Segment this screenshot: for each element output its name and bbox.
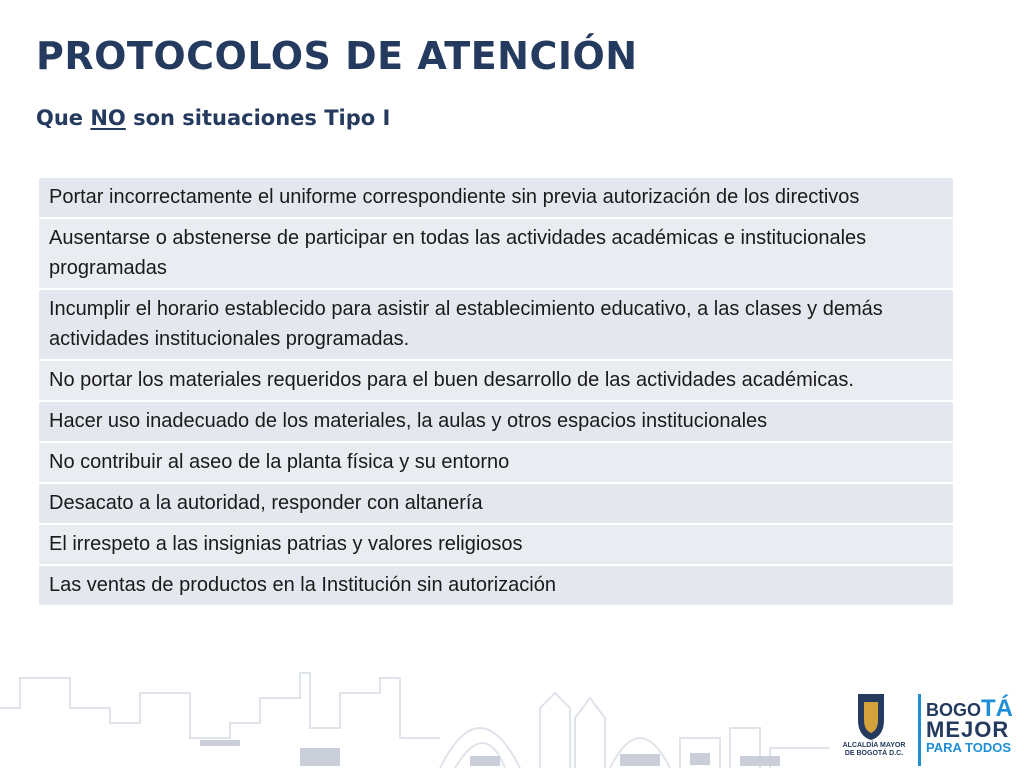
situation-item: Incumplir el horario establecido para asistir al establecimiento educativo, a las clases y demás actividades institucionales programadas. bbox=[38, 289, 954, 360]
table-row bbox=[38, 360, 954, 401]
bogota-mejor-para-todos-logo bbox=[926, 695, 1014, 755]
page-subtitle bbox=[36, 106, 390, 130]
situation-item: Portar incorrectamente el uniforme correspondiente sin previa autorización de los directivos bbox=[38, 177, 954, 218]
situation-item: Ausentarse o abstenerse de participar en todas las actividades académicas e institucionales programadas bbox=[38, 218, 954, 289]
brand-line3: PARA TODOS bbox=[926, 740, 1011, 755]
brand-prefix: BOGO bbox=[926, 700, 982, 720]
page-title: PROTOCOLOS DE ATENCIÓN bbox=[36, 34, 638, 78]
table-row bbox=[38, 565, 954, 606]
situation-item: Desacato a la autoridad, responder con altanería bbox=[38, 483, 954, 524]
table-row bbox=[38, 483, 954, 524]
table-row bbox=[38, 218, 954, 289]
subtitle-prefix: Que bbox=[36, 106, 91, 130]
alcaldia-label bbox=[836, 742, 912, 758]
situation-item: Hacer uso inadecuado de los materiales, la aulas y otros espacios institucionales bbox=[38, 401, 954, 442]
table-row bbox=[38, 401, 954, 442]
city-skyline-illustration bbox=[0, 668, 830, 768]
subtitle-suffix: son situaciones Tipo I bbox=[125, 106, 391, 130]
brand-line2: MEJOR bbox=[926, 717, 1010, 742]
table-row bbox=[38, 289, 954, 360]
alcaldia-line2: DE BOGOTÁ D.C. bbox=[844, 750, 904, 757]
alcaldia-line1: ALCALDÍA MAYOR bbox=[842, 742, 906, 749]
situations-table bbox=[37, 176, 955, 607]
situation-item: No contribuir al aseo de la planta física y su entorno bbox=[38, 442, 954, 483]
brand-suffix: TÁ bbox=[981, 695, 1014, 722]
table-row bbox=[38, 524, 954, 565]
table-row bbox=[38, 177, 954, 218]
table-row bbox=[38, 442, 954, 483]
situation-item: Las ventas de productos en la Institución sin autorización bbox=[38, 565, 954, 606]
situation-item: No portar los materiales requeridos para el buen desarrollo de las actividades académicas. bbox=[38, 360, 954, 401]
situation-item: El irrespeto a las insignias patrias y valores religiosos bbox=[38, 524, 954, 565]
subtitle-emphasis: NO bbox=[90, 106, 126, 130]
